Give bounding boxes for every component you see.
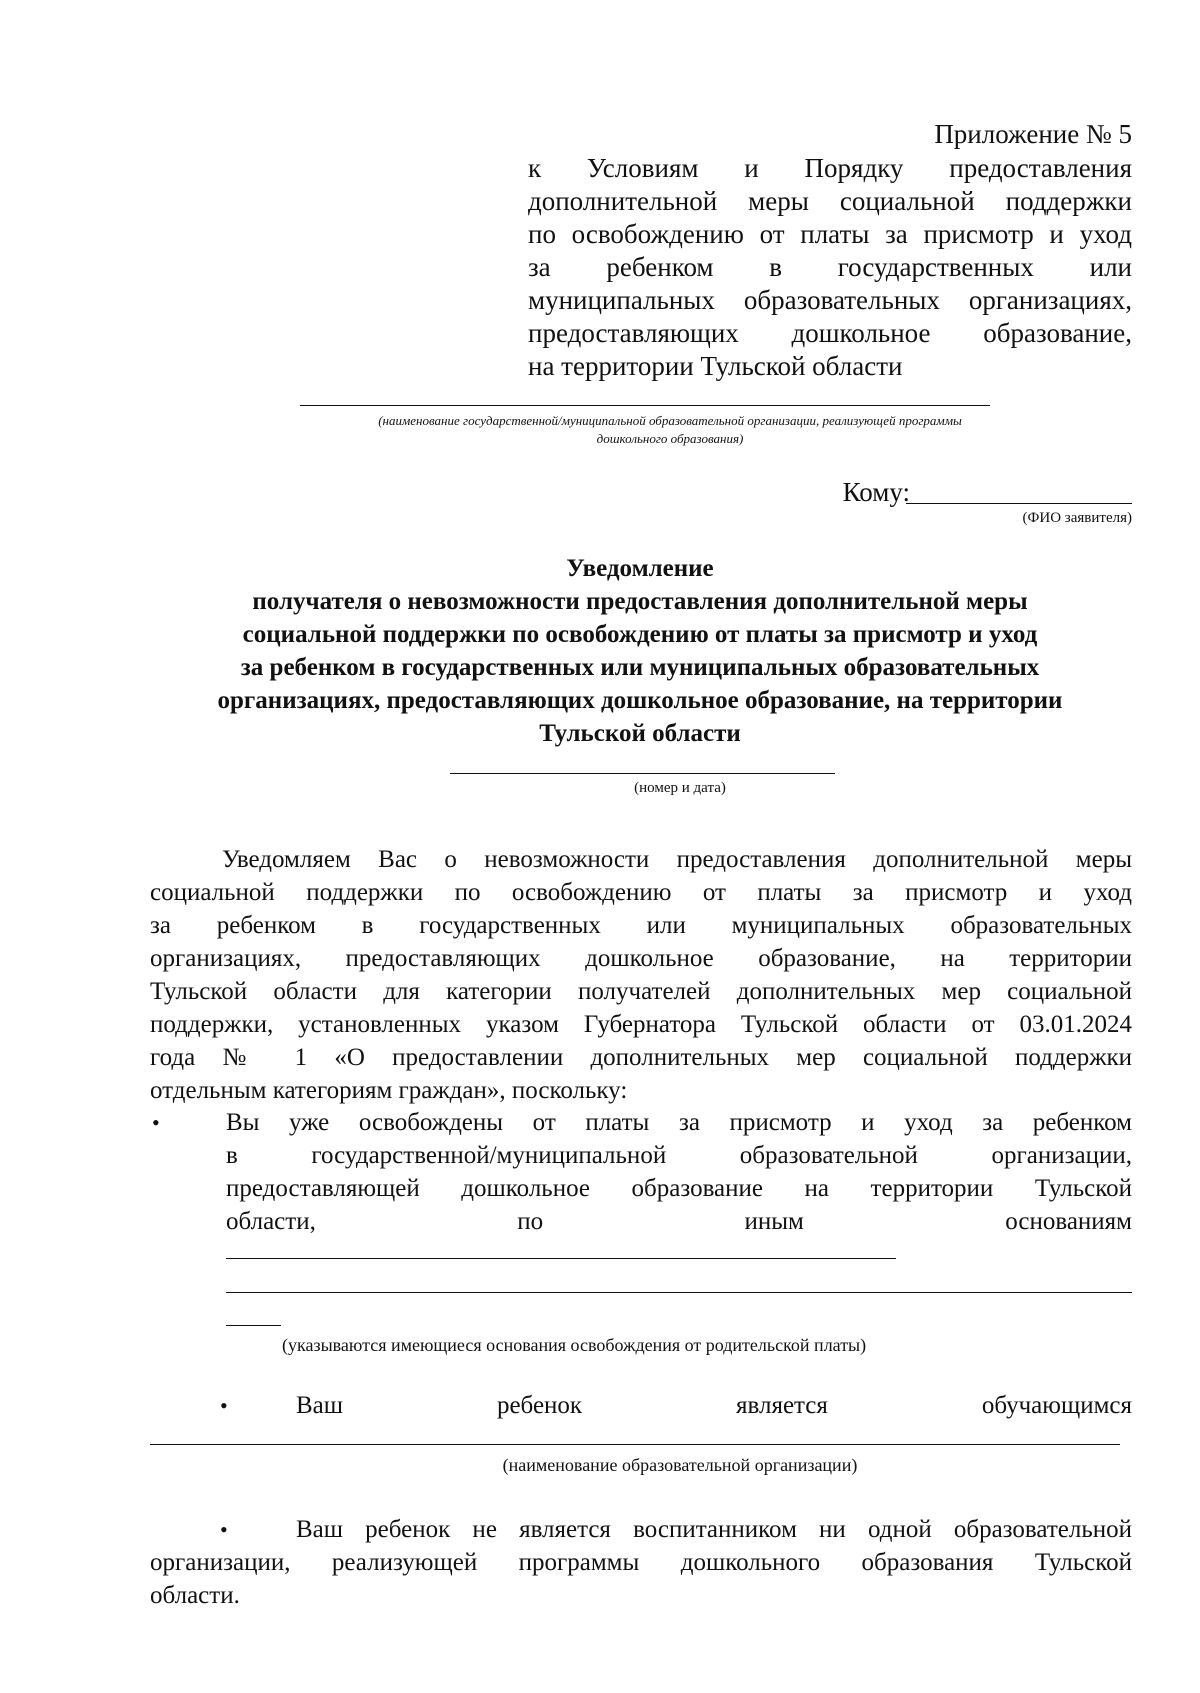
bullet-1-note: (указываются имеющиеся основания освобождения от родительской платы): [282, 1335, 867, 1355]
appendix-last-line: на территории Тульской области: [528, 351, 903, 381]
body-line: поддержки, установленных указом Губернатора Тульской области от 03.01.2024: [150, 1011, 1132, 1038]
org-name-line: [300, 405, 990, 406]
body-paragraph: [150, 843, 1132, 1107]
bullet-3-first-line: Ваш ребенок не является воспитанником ни одной образовательной: [296, 1516, 1132, 1543]
body-line: за ребенком в государственных или муниципальных образовательных: [150, 912, 1132, 939]
bullet-1-fill-line: [226, 1292, 1132, 1293]
bullet-2-marker: •: [220, 1393, 228, 1418]
title-line: Тульской области: [539, 720, 741, 747]
bullet-3-marker: •: [220, 1517, 228, 1542]
bullet-1-line: области, по иным основаниям: [226, 1208, 1132, 1235]
bullet-3-line: организации, реализующей программы дошкольного образования Тульской: [150, 1549, 1132, 1576]
appendix-text: [528, 152, 1132, 383]
body-line: Тульской области для категории получателей дополнительных мер социальной: [150, 978, 1132, 1005]
body-first-line: Уведомляем Вас о невозможности предоставления дополнительной меры: [222, 846, 1132, 873]
body-line: года № 1 «О предоставлении дополнительных мер социальной поддержки: [150, 1044, 1132, 1071]
body-line: социальной поддержки по освобождению от платы за присмотр и уход: [150, 879, 1132, 906]
number-date-line: [450, 773, 835, 774]
appendix-line: за ребенком в государственных или: [528, 252, 1132, 282]
bullet-2-text: Ваш ребенок является обучающимся: [296, 1392, 1132, 1419]
document-title: [140, 552, 1140, 750]
title-line: за ребенком в государственных или муниципальных образовательных: [240, 654, 1040, 681]
org-note-line: (наименование государственной/муниципальной образовательной организации, реализующей программы: [378, 413, 962, 428]
org-note-line: дошкольного образования): [596, 431, 744, 446]
number-date-note: (номер и дата): [634, 780, 726, 796]
bullet-2-note: (наименование образовательной организации): [502, 1455, 858, 1475]
addressee-note: (ФИО заявителя): [1022, 510, 1132, 526]
appendix-line: по освобождению от платы за присмотр и уход: [528, 219, 1132, 249]
title-line: организациях, предоставляющих дошкольное образование, на территории: [217, 687, 1063, 714]
body-line: организациях, предоставляющих дошкольное образование, на территории: [150, 945, 1132, 972]
bullet-3-last-line: области.: [150, 1582, 240, 1609]
addressee-label: Кому:: [842, 477, 910, 507]
bullet-1-line: предоставляющей дошкольное образование на территории Тульской: [226, 1175, 1132, 1202]
bullet-1-line: в государственной/муниципальной образовательной организации,: [226, 1142, 1132, 1169]
appendix-line: дополнительной меры социальной поддержки: [528, 186, 1132, 216]
title-line: получателя о невозможности предоставления дополнительной меры: [252, 588, 1028, 615]
title-line: Уведомление: [566, 555, 714, 582]
appendix-line: к Условиям и Порядку предоставления: [528, 153, 1132, 183]
org-name-note: [240, 412, 1100, 448]
appendix-line: предоставляющих дошкольное образование,: [528, 318, 1132, 348]
appendix-line: муниципальных образовательных организациях,: [528, 285, 1132, 315]
bullet-2-fill-line: [150, 1444, 1120, 1445]
bullet-1-line: Вы уже освобождены от платы за присмотр и уход за ребенком: [226, 1109, 1132, 1136]
bullet-1-marker: •: [152, 1110, 160, 1135]
appendix-number: Приложение № 5: [934, 119, 1132, 149]
title-line: социальной поддержки по освобождению от платы за присмотр и уход: [242, 621, 1038, 648]
bullet-1-text: [226, 1106, 1132, 1238]
bullet-1-fill-line: [226, 1258, 896, 1259]
bullet-3-text: [150, 1513, 1132, 1612]
body-last-line: отдельным категориям граждан», поскольку:: [150, 1077, 628, 1104]
addressee-line: [906, 503, 1132, 504]
bullet-1-fill-line: [226, 1325, 281, 1326]
